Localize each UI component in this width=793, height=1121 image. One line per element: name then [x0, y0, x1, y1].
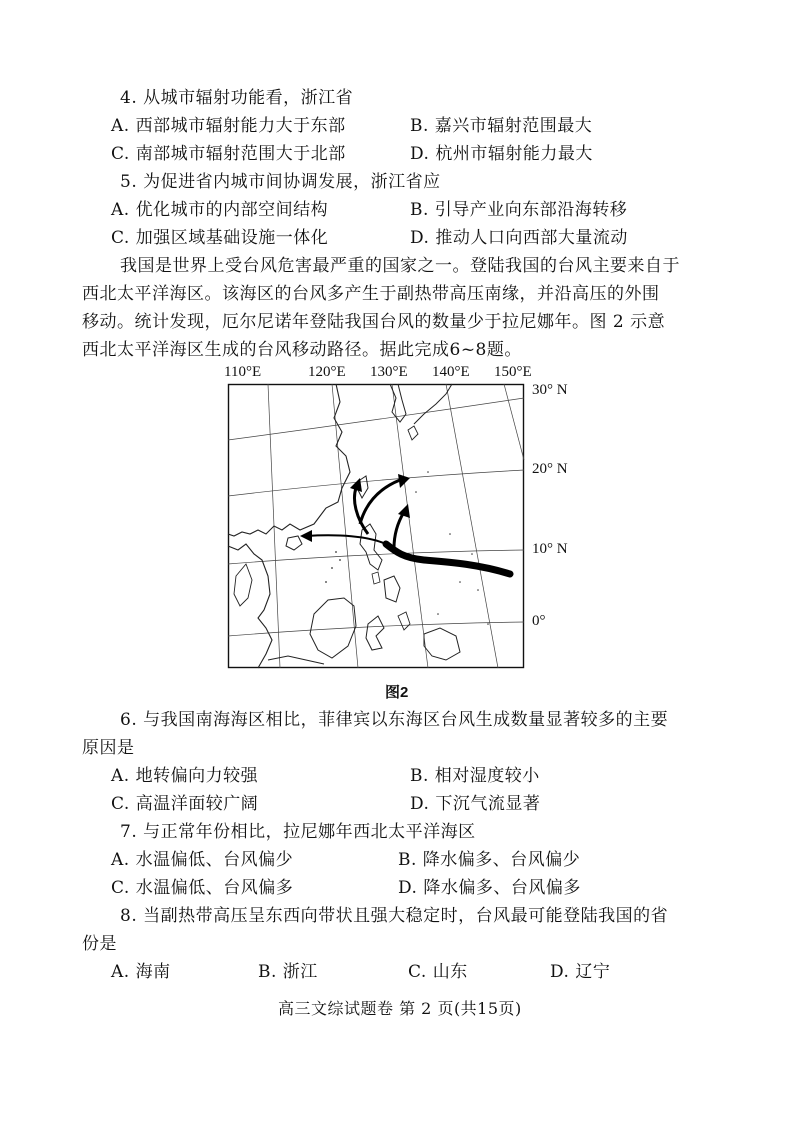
lat-label-30n: 30° N [532, 382, 568, 398]
q6-stem-line-1: 6. 与我国南海海区相比，菲律宾以东海区台风生成数量显著较多的主要 [120, 710, 669, 730]
q5-option-d: D. 推动人口向西部大量流动 [410, 228, 628, 248]
q8-stem-line-2: 份是 [82, 934, 117, 954]
q4-option-b: B. 嘉兴市辐射范围最大 [410, 116, 593, 136]
lon-label-130: 130°E [370, 364, 408, 380]
lat-label-0: 0° [532, 613, 546, 629]
q4-option-a: A. 西部城市辐射能力大于东部 [111, 116, 346, 136]
passage-line-1: 我国是世界上受台风危害最严重的国家之一。登陆我国的台风主要来自于 [120, 256, 680, 276]
q8-option-c: C. 山东 [408, 962, 468, 982]
typhoon-path-map [228, 384, 524, 668]
q7-stem: 7. 与正常年份相比，拉尼娜年西北太平洋海区 [120, 822, 476, 842]
q7-option-d: D. 降水偏多、台风偏多 [398, 878, 581, 898]
q7-option-b: B. 降水偏多、台风偏少 [398, 850, 581, 870]
q5-stem: 5. 为促进省内城市间协调发展，浙江省应 [120, 172, 441, 192]
q6-option-d: D. 下沉气流显著 [410, 794, 541, 814]
q6-option-a: A. 地转偏向力较强 [111, 766, 259, 786]
q6-stem-line-2: 原因是 [82, 738, 135, 758]
figure-caption: 图2 [385, 684, 409, 701]
q5-option-c: C. 加强区域基础设施一体化 [111, 228, 329, 248]
q7-option-c: C. 水温偏低、台风偏多 [111, 878, 294, 898]
q8-option-d: D. 辽宁 [550, 962, 611, 982]
q4-stem: 4. 从城市辐射功能看，浙江省 [120, 88, 354, 108]
q4-option-d: D. 杭州市辐射能力最大 [410, 144, 593, 164]
q8-stem-line-1: 8. 当副热带高压呈东西向带状且强大稳定时，台风最可能登陆我国的省 [120, 906, 669, 926]
q5-option-b: B. 引导产业向东部沿海转移 [410, 200, 628, 220]
q4-option-c: C. 南部城市辐射范围大于北部 [111, 144, 346, 164]
q5-option-a: A. 优化城市的内部空间结构 [111, 200, 329, 220]
lat-label-20n: 20° N [532, 461, 568, 477]
lat-label-10n: 10° N [532, 541, 568, 557]
passage-line-4: 西北太平洋海区生成的台风移动路径。据此完成6~8题。 [82, 340, 522, 360]
passage-line-3: 移动。统计发现，厄尔尼诺年登陆我国台风的数量少于拉尼娜年。图 2 示意 [82, 312, 666, 332]
q8-option-b: B. 浙江 [258, 962, 318, 982]
q6-option-c: C. 高温洋面较广阔 [111, 794, 259, 814]
map-figure [228, 384, 524, 668]
q7-option-a: A. 水温偏低、台风偏少 [111, 850, 294, 870]
page-footer: 高三文综试题卷 第 2 页(共15页) [278, 999, 522, 1018]
lon-label-110: 110°E [224, 364, 262, 380]
lon-label-150: 150°E [494, 364, 532, 380]
lon-label-120: 120°E [308, 364, 346, 380]
q6-option-b: B. 相对湿度较小 [410, 766, 540, 786]
lon-label-140: 140°E [432, 364, 470, 380]
q8-option-a: A. 海南 [111, 962, 171, 982]
passage-line-2: 西北太平洋海区。该海区的台风多产生于副热带高压南缘，并沿高压的外围 [82, 284, 660, 304]
